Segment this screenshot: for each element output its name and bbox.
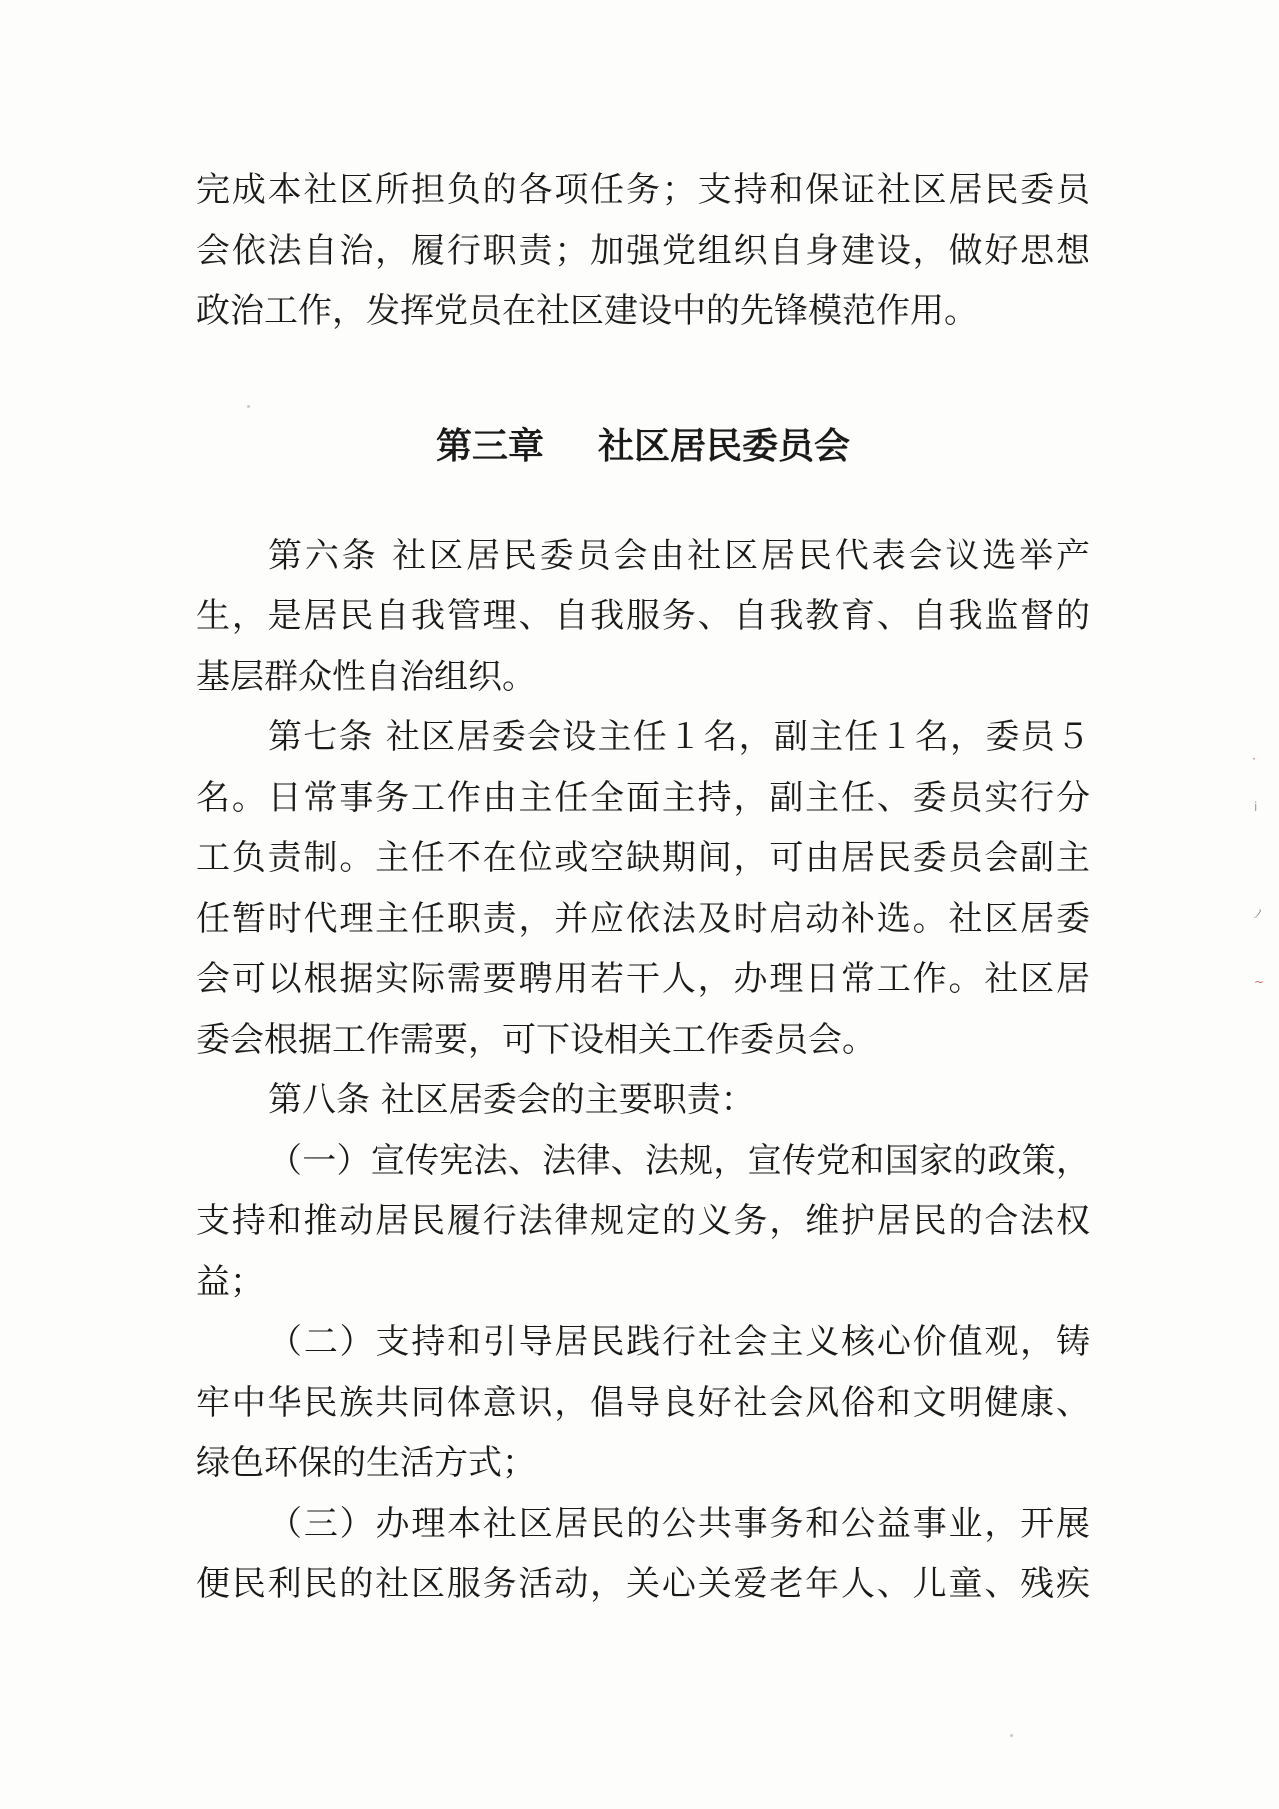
article-8-line: 第八条 社区居委会的主要职责： [268, 1080, 755, 1120]
spacer [196, 342, 1090, 412]
chapter-number: 第三章 [435, 425, 544, 467]
item-2-line: 绿色环保的生活方式； [196, 1443, 536, 1483]
item-2-line: （二）支持和引导居民践行社会主义核心价值观，铸 [268, 1322, 1090, 1362]
scan-mark: ノ [1252, 907, 1265, 921]
item-1-line: （一）宣传宪法、法律、法规，宣传党和国家的政策， [268, 1140, 1090, 1181]
article-6-line: 基层群众性自治组织。 [196, 656, 536, 697]
spacer [196, 482, 1090, 526]
paragraph-line: 会依法自治，履行职责；加强党组织自身建设，做好思想 [196, 230, 1090, 271]
article-7-line: 任暂时代理主任职责，并应依法及时启动补选。社区居委 [196, 898, 1090, 939]
item-1-line: 支持和推动居民履行法律规定的义务，维护居民的合法权 [196, 1201, 1090, 1241]
scan-speck [1010, 1734, 1013, 1737]
item-2-line: 牢中华民族共同体意识，倡导良好社会风俗和文明健康、 [196, 1382, 1090, 1423]
article-7-line: 名。日常事务工作由主任全面主持，副主任、委员实行分 [196, 777, 1090, 818]
document-body [196, 160, 1090, 1615]
article-7-line: 第七条 社区居委会设主任１名，副主任１名，委员５ [268, 717, 1090, 757]
scan-speck [247, 405, 250, 408]
chapter-heading [196, 412, 1090, 482]
article-7-line: 工负责制。主任不在位或空缺期间，可由居民委员会副主 [196, 838, 1090, 878]
article-7-line: 会可以根据实际需要聘用若干人，办理日常工作。社区居 [196, 959, 1090, 999]
article-6-line: 第六条 社区居民委员会由社区居民代表会议选举产 [268, 535, 1090, 576]
article-6-line: 生，是居民自我管理、自我服务、自我教育、自我监督的 [196, 596, 1090, 636]
item-1-line: 益； [196, 1261, 264, 1302]
article-7-line: 委会根据工作需要，可下设相关工作委员会。 [196, 1019, 876, 1060]
scan-mark: ~ [1254, 975, 1265, 989]
item-3-line: 便民利民的社区服务活动，关心关爱老年人、儿童、残疾 [196, 1564, 1090, 1604]
paragraph-line: 政治工作，发挥党员在社区建设中的先锋模范作用。 [196, 291, 978, 331]
paragraph-line: 完成本社区所担负的各项任务；支持和保证社区居民委员 [196, 170, 1090, 210]
chapter-title: 社区居民委员会 [598, 425, 851, 467]
scan-mark: · [1252, 752, 1256, 766]
scan-mark: ⅰ [1254, 800, 1258, 814]
item-3-line: （三）办理本社区居民的公共事务和公益事业，开展 [268, 1503, 1090, 1544]
